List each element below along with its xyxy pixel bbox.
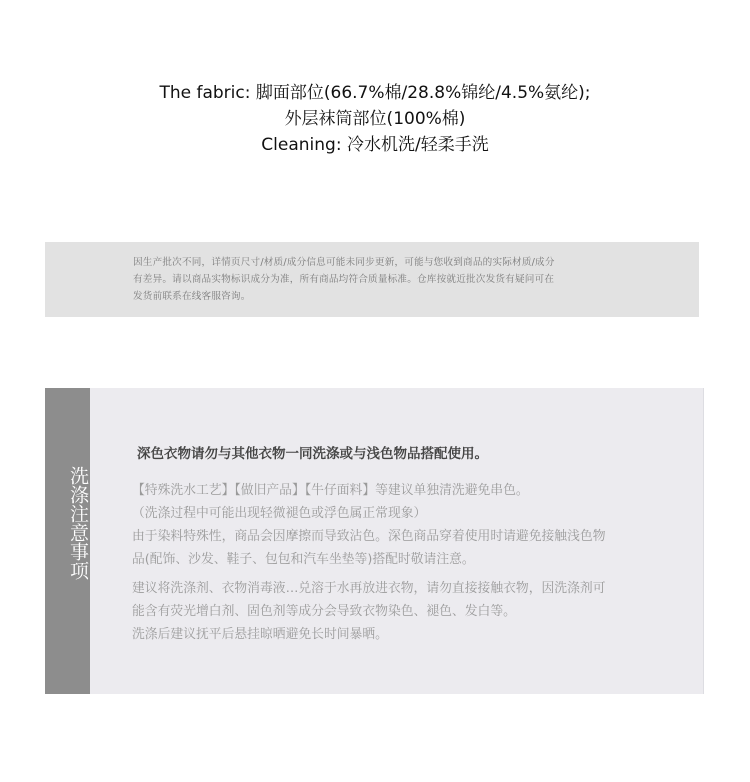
- fabric-composition-line: The fabric: 脚面部位(66.7%棉/28.8%锦纶/4.5%氨纶);: [159, 83, 591, 103]
- notice-line: 发货前联系在线客服咨询。: [133, 291, 251, 302]
- care-paragraph-1: [132, 479, 672, 571]
- cleaning-line: Cleaning: 冷水机洗/轻柔手洗: [261, 135, 489, 155]
- care-sidebar: [45, 388, 90, 694]
- care-line: 洗涤后建议抚平后悬挂晾晒避免长时间暴晒。: [132, 627, 388, 642]
- care-line: 【特殊洗水工艺】【做旧产品】【牛仔面料】等建议单独清洗避免串色。: [132, 483, 529, 498]
- care-sidebar-title: 洗涤注意事项: [67, 466, 89, 580]
- care-line: 建议将洗涤剂、衣物消毒液…兑溶于水再放进衣物，请勿直接接触衣物，因洗涤剂可: [132, 581, 606, 596]
- care-line: 品(配饰、沙发、鞋子、包包和汽车坐垫等)搭配时敬请注意。: [132, 552, 475, 567]
- care-instructions-card: [45, 388, 704, 694]
- notice-text: [133, 254, 643, 305]
- notice-line: 因生产批次不同，详情页尺寸/材质/成分信息可能未同步更新，可能与您收到商品的实际材质/成分: [133, 257, 555, 268]
- notice-box: [45, 242, 699, 317]
- fabric-outer-line: 外层袜筒部位(100%棉): [284, 109, 466, 129]
- fabric-info: [0, 80, 750, 158]
- care-line: （洗涤过程中可能出现轻微褪色或浮色属正常现象）: [132, 506, 427, 521]
- notice-line: 有差异。请以商品实物标识成分为准，所有商品均符合质量标准。仓库按就近批次发货有疑问可在: [133, 274, 555, 285]
- care-line: 能含有荧光增白剂、固色剂等成分会导致衣物染色、褪色、发白等。: [132, 604, 516, 619]
- care-headline: 深色衣物请勿与其他衣物一同洗涤或与浅色物品搭配使用。: [137, 446, 488, 462]
- care-line: 由于染料特殊性，商品会因摩擦而导致沾色。深色商品穿着使用时请避免接触浅色物: [132, 529, 606, 544]
- care-paragraph-2: [132, 577, 672, 646]
